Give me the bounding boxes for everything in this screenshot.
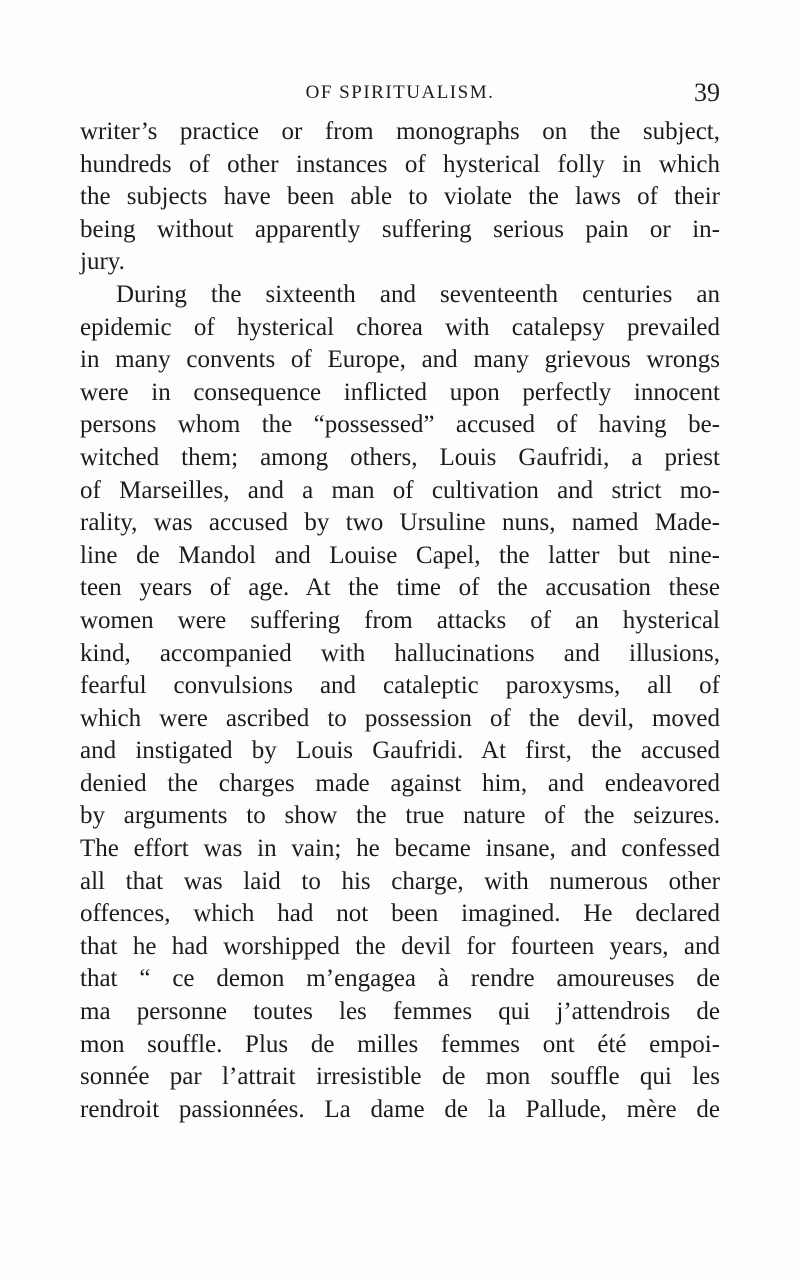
page-number: 39 xyxy=(694,78,720,107)
text-line: of Marseilles, and a man of cultivation and strict mo- xyxy=(80,476,720,504)
text-line: that he had worshipped the devil for fourteen years, and xyxy=(80,932,720,960)
text-line: all that was laid to his charge, with numerous other xyxy=(80,867,720,895)
text-line: by arguments to show the true nature of the seizures. xyxy=(80,802,720,830)
text-line: persons whom the “possessed” accused of having be- xyxy=(80,411,720,439)
running-title: OF SPIRITUALISM. xyxy=(305,82,495,103)
text-line: fearful convulsions and cataleptic paroxysms, all of xyxy=(80,672,720,700)
text-line: teen years of age. At the time of the accusation these xyxy=(80,574,720,602)
text-line: rendroit passionnées. La dame de la Pallude, mère de xyxy=(80,1095,720,1123)
text-line: epidemic of hysterical chorea with catalepsy prevailed xyxy=(80,313,720,341)
text-line: and instigated by Louis Gaufridi. At first, the accused xyxy=(80,737,720,765)
text-line: sonnée par l’attrait irresistible de mon souffle qui les xyxy=(80,1063,720,1091)
text-line: offences, which had not been imagined. He declared xyxy=(80,900,720,928)
text-line: denied the charges made against him, and endeavored xyxy=(80,769,720,797)
text-line: were in consequence inflicted upon perfectly innocent xyxy=(80,378,720,406)
paragraph-end-line: jury. xyxy=(80,248,125,276)
body-text xyxy=(80,116,720,1126)
text-line: which were ascribed to possession of the devil, moved xyxy=(80,704,720,732)
text-line: hundreds of other instances of hysterical folly in which xyxy=(80,150,720,178)
text-line: mon souffle. Plus de milles femmes ont été empoi- xyxy=(80,1030,720,1058)
text-line: that “ ce demon m’engagea à rendre amoureuses de xyxy=(80,965,720,993)
text-line: the subjects have been able to violate the laws of their xyxy=(80,183,720,211)
text-line: writer’s practice or from monographs on the subject, xyxy=(80,118,720,145)
text-line: line de Mandol and Louise Capel, the latter but nine- xyxy=(80,541,720,569)
text-line: witched them; among others, Louis Gaufridi, a priest xyxy=(80,443,720,471)
text-line: rality, was accused by two Ursuline nuns, named Made- xyxy=(80,509,720,537)
text-line: women were suffering from attacks of an hysterical xyxy=(80,606,720,634)
text-line: being without apparently suffering serious pain or in- xyxy=(80,215,720,243)
paragraph-start-line: During the sixteenth and seventeenth centuries an xyxy=(116,280,720,308)
text-line: ma personne toutes les femmes qui j’attendrois de xyxy=(80,998,720,1026)
text-line: The effort was in vain; he became insane, and confessed xyxy=(80,835,720,863)
running-head xyxy=(80,78,720,114)
text-line: in many convents of Europe, and many grievous wrongs xyxy=(80,346,720,374)
text-line: kind, accompanied with hallucinations and illusions, xyxy=(80,639,720,667)
